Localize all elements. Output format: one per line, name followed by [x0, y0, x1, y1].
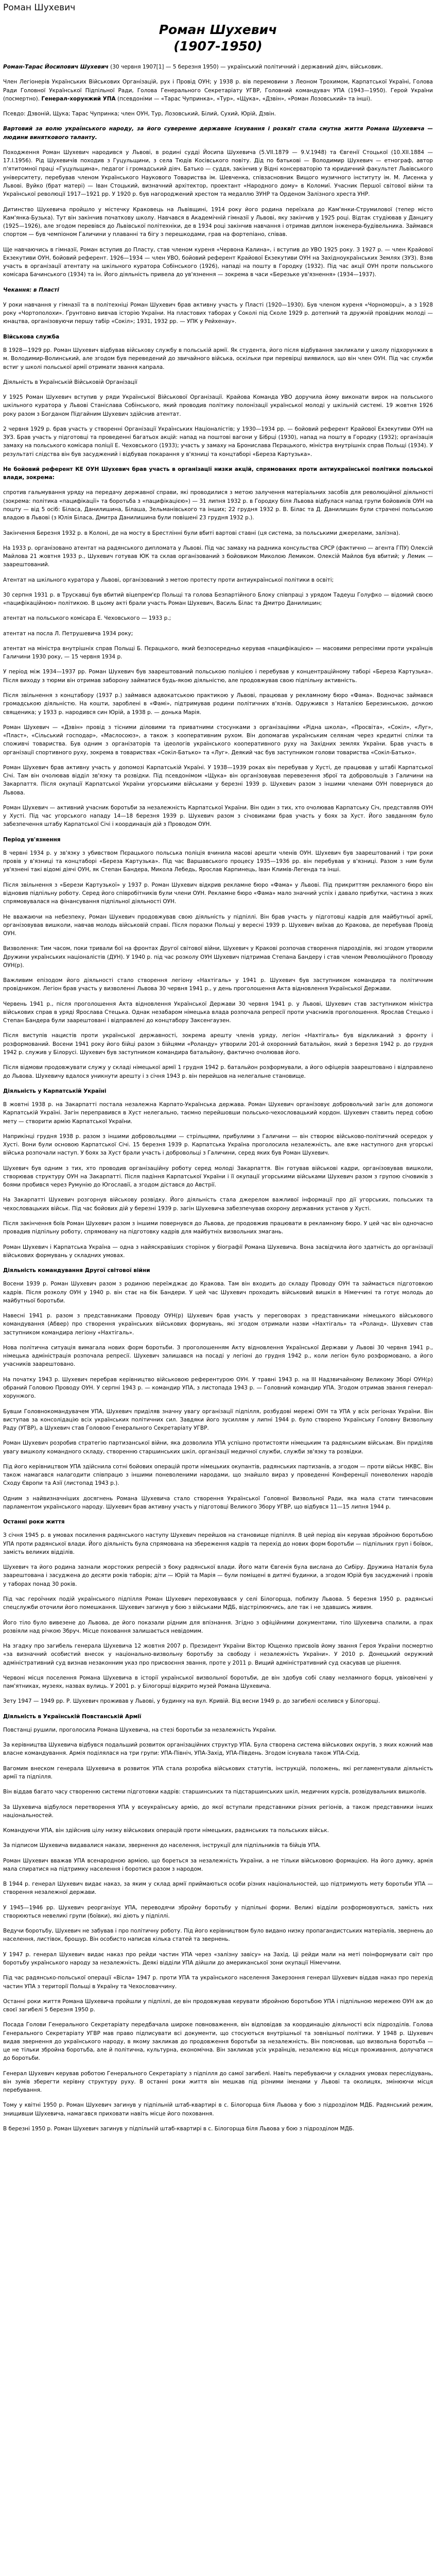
article-title [3, 22, 433, 55]
paragraph [3, 1697, 433, 1705]
paragraph [3, 1031, 433, 1057]
text-run: Червень 1941 р., після проголошення Акта відновлення Української Держави 30 червня 1941 р. у Львові, Шухевич став заступником міністра військових справ в уряді Ярослава Стецька. Однак незабаром німецька влада розпочала репресії проти учасників проголошення. Ярослав Стецько і Степан Бандера були заарештовані і відправлені до концтабору Заксенгаузен. [3, 1001, 433, 1024]
paragraph [3, 645, 433, 662]
paragraph [3, 1595, 433, 1612]
text-run: атентат на посла Л. Петрушевича 1934 року; [3, 630, 133, 637]
paragraph [3, 1344, 433, 1369]
article-body [3, 63, 433, 2133]
title-years: (1907-1950) [173, 39, 263, 54]
text-run: У роки навчання у гімназії та в політехніці Роман Шухевич брав активну участь у Пласті (1920—1930). Був членом куреня «Чорноморці», а з 1928 року «Чортополохи». Ґрунтовно вивчав історію України. На пластових таборах у Соколі під Сколе 1929 р. дотепний та дружній провідник молоді — юнацтва, організовуючи першу табір «Сокіл»; 1931, 1932 рр. — УПК у Рейхенау». [3, 301, 433, 325]
paragraph [3, 1219, 433, 1236]
paragraph [3, 1927, 433, 1944]
paragraph [3, 206, 433, 239]
section-heading [3, 1713, 433, 1721]
text-run: Роман Шухевич брав активну участь у допомозі Карпатській Україні. У 1938—1939 роках він перебував у Хусті, де працював у штабі Карпатської Січі. Там він очолював відділ зв'язку та розвідки. Під псевдонімом «Щука» він організовував перевезення зброї та добровольців з Галичини на Закарпаття. Після окупації Карпатської України угорськими військами у березні 1939 р. Шухевич разом з іншими членами ОУН повернувся до Львова. [3, 764, 433, 796]
text-run: Важливим епізодом його діяльності стало створення легіону «Нахтігаль» у 1941 р. Шухевич був заступником командира та політичним провідником. Легіон брав участь у визволенні Львова 30 червня 1941 р., у день проголошення Акта відновлення Української Держави. [3, 977, 433, 992]
text-run: Ведучи боротьбу, Шухевич не забував і про політичну роботу. Під його керівництвом було видано низку пропагандистських матеріалів, звернень до населення, листівок, брошур. Він особисто написав кілька статей та звернень. [3, 1928, 433, 1943]
paragraph [3, 1243, 433, 1260]
text-run: Після виступів нацистів проти української державності, зокрема арешту членів уряду, легіон «Нахтігаль» був відкликаний з фронту і розформований. Восени 1941 року його бійці разом з бійцями «Роланду» утворили 201-й охоронний батальйон, який з березня 1942 р. до грудня 1942 р. служив у Білорусі. Шухевич був заступником командира батальйону, фактично очолював його. [3, 1032, 433, 1056]
text-run: На початку 1943 р. Шухевич перебрав керівництво військовою референтурою ОУН. У травні 1943 р. на III Надзвичайному Великому Зборі ОУН(р) обраний Головою Проводу ОУН. У серпні 1943 р. — командир УПА, з листопада 1943 р. — Головний командир УПА. Згодом отримав звання генерал-хорунжого. [3, 1376, 433, 1400]
paragraph [3, 691, 433, 717]
page-header-title: Роман Шухевич [3, 3, 76, 13]
paragraph [3, 804, 433, 829]
text-run: Останні роки життя Романа Шухевича пройшли у підпіллі, де він продовжував керувати збройною боротьбою УПА і підпільною мережею ОУН аж до своєї загибелі 5 березня 1950 р. [3, 1998, 433, 2013]
paragraph [3, 393, 433, 418]
text-run: Діяльність у Карпатській Україні [3, 1088, 107, 1094]
text-run: Червоні місця поселення Романа Шухевича в історії української визвольної боротьби, де він здобув собі славу незламного борця, увіковічені у пам'ятниках, музеях, назвах вулиць. У 2001 р. у Білогорщі відкрито музей Романа Шухевича. [3, 1674, 433, 1690]
text-run: Восени 1939 р. Роман Шухевич разом з родиною переїжджає до Кракова. Там він входить до складу Проводу ОУН та займається підготовкою кадрів. Після розколу ОУН у 1940 р. він стає на бік Бандери. У цей час Шухевич проходить військовий вишкіл в Німеччині та готує молодь до майбутньої боротьби. [3, 1281, 433, 1304]
text-run: Не бойовий референт КЕ ОУН Шухевич брав участь в організації низки акцій, спрямованих проти антиукраїнської політики польської влади, зокрема: [3, 466, 433, 481]
paragraph [3, 630, 433, 638]
text-run: Роман Шухевич — «Дзвін» провід з тісними діловими та приватними стосунками з організаціями «Рідна школа», «Просвіта», «Сокіл», «Луг», «Пласт», «Сільський господар», «Маслосоюз», а також з кооперативним рухом. Він допомагав українським селянам через кредитні спілки та споживчі товариства. Був одним з організаторів та ідеологів українського кооперативного руху на Західних землях України. Брав участь в організації спортивного руху, зокрема в товариствах «Сокіл-Батько» та «Луг». Деякий час був заступником голови товариства «Сокіл-Батько». [3, 724, 433, 756]
paragraph [3, 1408, 433, 1433]
paragraph [3, 2021, 433, 2062]
text-run: Тому у квітні 1950 р. Роман Шухевич загинув у підпільній штаб-квартирі в с. Білогорща біля Львова у бою з підрозділом МДБ. Радянський режим, знищивши Шухевича, намагався приховати навіть місце його поховання. [3, 2102, 433, 2117]
paragraph [3, 881, 433, 906]
paragraph [3, 1619, 433, 1636]
text-run: Повстанці рушили, проголосила Романа Шухевича, на стезі боротьби за незалежність України. [3, 1726, 276, 1733]
text-run: (псевдоніми — «Тарас Чупринка», «Тур», «Щука», «Дзвін», «Роман Лозовський» та інші). [115, 95, 372, 102]
paragraph [3, 1463, 433, 1488]
text-run: (30 червня 1907[1] — 5 березня 1950) — український політичний і державний діяч, військовик. [108, 64, 383, 71]
paragraph [3, 944, 433, 970]
text-run: Одним з найвизначніших досягнень Романа Шухевича стало створення Української Головної Визвольної Ради, яка мала стати тимчасовим парламентом українського народу. Шухевич брав активну участь у підготовці Великого Збору УГВР, що відбувся 11—15 липня 1944 р. [3, 1495, 433, 1510]
text-run: В 1944 р. генерал Шухевич видає наказ, за яким у склад армії приймаються особи різних національностей, що підтримують мету боротьби УПА — створення незалежної держави. [3, 1881, 433, 1896]
paragraph [3, 425, 433, 459]
text-run: Не вважаючи на небезпеку, Роман Шухевич продовжував свою діяльність у підпіллі. Він брав участь у підготовці кадрів для майбутньої армії, організовував вишколи, навчав молодь військовій справі. Після поразки Польщі у вересні 1939 р. Шухевич виїхав до Кракова, де перебував Провід ОУН. [3, 913, 433, 937]
text-run: Діяльність в Українській Повстанській Армії [3, 1713, 142, 1720]
paragraph [3, 1196, 433, 1213]
section-heading [3, 1087, 433, 1095]
section-heading [3, 836, 433, 844]
paragraph [3, 591, 433, 608]
text-run: Після звільнення з концтабору (1937 р.) займався адвокатською практикою у Львові, працював у рекламному бюро «Фама». Водночас займався громадською діяльністю. На кошти, зароблені в «Фамі», підтримував родини політичних в'язнів. Одружився з Наталією Березинською, дочкою священика; у 1933 р. народився син Юрій, а 1938 р. — донька Марія. [3, 692, 433, 716]
paragraph [3, 723, 433, 757]
paragraph [3, 1674, 433, 1691]
text-run: Походження Роман Шухевич народився у Львові, в родині судді Йосипа Шухевича (5.VII.1879 — 9.V.1948) та Євгенії Стоцької (10.XII.1884 — 17.I.1956). Рід Шухевичів походив з Гуцульщини, з села Тюдів Косівського повіту. Дід по батькові — Володимир Шухевич — етнограф, автор п'ятитомної праці «Гуцульщина», педагог і громадський діяч. Батько — суддя, закінчив у Відні консерваторію та юридичний факультет Львівського університету, перебував членом Українського Наукового Товариства ім. Шевченка, співзасновник Вищого музичного інституту ім. М. Лисенка у Львові. Вуйко (брат матері) — Іван Стоцький, визначний архітектор, проектант «Народного дому» в Коломиї. Учасник Першої світової війни та Української революції 1917—1921 рр. У 1920 р. був нагороджений хрестом та медаллю ЗУНР та Орденом Залізного хреста УНР. [3, 149, 433, 198]
paragraph [3, 1100, 433, 1126]
section-heading [3, 1266, 433, 1275]
text-run: Генерал Шухевич керував роботою Генерального Секретаріату з підпілля до самої загибелі. Навіть перебуваючи у складних умовах переслідувань, він зумів зберегти керівну структуру руху. В останні роки життя він мешкав під різними іменами у Львові та околицях, змінюючи місця перебування. [3, 2070, 433, 2094]
paragraph [3, 346, 433, 371]
paragraph [3, 1000, 433, 1025]
paragraph [3, 668, 433, 685]
text-run: Діяльність командування Другої світової війни [3, 1267, 150, 1274]
title-name: Роман Шухевич [159, 22, 277, 38]
paragraph [3, 849, 433, 874]
text-run: Шухевич та його родина зазнали жорстоких репресій з боку радянської влади. Його мати Євгенія була вислана до Сибіру. Дружина Наталія була заарештована і засуджена до десяти років таборів; діти — Юрій та Марія — були поміщені в дитячі будинки, а згодом Юрій був засуджений і провів у таборах понад 30 років. [3, 1564, 433, 1587]
text-run: Шухевич був одним з тих, хто проводив організаційну роботу серед молоді Закарпаття. Він готував військові кадри, організовував вишколи, створював структуру ОУН на Закарпатті. Після падіння Карпатської України і її окупації угорськими військами Шухевич разом з групою січовиків з боями пробився через Румунію до Югославії, а згодом дістався до Австрії. [3, 1165, 433, 1189]
text-run: 30 серпня 1931 р. в Трускавці був вбитий віцепрем'єр Польщі та голова Безпартійного Блоку співпраці з урядом Тадеуш Голуфко — відомий своєю «пацифікаційною» політикою. В цьому акті брали участь Роман Шухевич, Василь Білас та Дмитро Данилишин; [3, 591, 433, 607]
text-run: У 1925 Роман Шухевич вступив у ряди Української Військової Організації. Крайова Команда УВО доручила йому виконати вирок на польського шкільного куратора у Львові Станіслава Собінського, який проводив політику полонізації української молоді у шкільній системі. 19 жовтня 1926 року разом з Богданом Підгайним Шухевич здійснив атентат. [3, 394, 433, 417]
text-run: Визволення: Тим часом, поки тривали бої на фронтах Другої світової війни, Шухевич у Кракові розпочав створення підрозділів, які згодом утворили Дружини українських націоналістів (ДУН). У 1940 р. під час розколу ОУН Шухевич підтримав Степана Бандеру і став членом Революційного Проводу ОУН(р). [3, 945, 433, 969]
text-run: Під його керівництвом УПА здійснила сотні бойових операцій проти німецьких окупантів, радянських партизанів, а згодом — проти військ НКВС. Він також намагався налагодити співпрацю з іншими поневоленими народами, що знайшло вираз у проведенні Конференції поневолених народів Сходу Європи та Азії (листопад 1943 р.). [3, 1463, 433, 1487]
text-run: 2 червня 1929 р. брав участь у створенні Організації Українських Націоналістів; у 1930—1934 рр. — бойовий референт Крайової Екзекутиви ОУН на ЗУЗ. Брав участь у підготовці та проведенні багатьох акцій: напад на поштові вагони у Бібрці (1930), напад на пошту в Городку (1932); організація замаху на польського комісара поліції Е. Чеховського (1933); участь у замаху на Бронислава Пєрацького, міністра внутрішніх справ Польщі (1934). У результаті слідства він був засуджений і відбував покарання у в'язниці та концтаборі «Береза Картузька». [3, 426, 433, 457]
text-run: За Шухевича відбулося перетворення УПА у всеукраїнську армію, до якої вступали представники різних регіонів, а також представники інших національностей. [3, 1804, 433, 1819]
paragraph [3, 529, 433, 537]
text-run: Зету 1947 — 1949 рр. Р. Шухевич проживав у Львові, у будинку на вул. Кривій. Від весни 1949 р. до загибелі оселився у Білогорщі. [3, 1698, 380, 1705]
text-run: спротив гальмування уряду на передачу державної справи, які проводилися з метою залучення матеріальних засобів для революційної діяльності (зокрема: політика «пацифікації» та боротьба з «пацифікацією») — 31 липня 1932 р. в Городку біля Львова відбулася напад групи бойовиків ОУН на пошту — від 5 осіб: Біласа, Данилишина, Білаша, Зельманівського та інших; 22 грудня 1932 р. В. Білас та Д. Данилишин були страчені польською владою в Львові (з Юлія Біласа, Дмитра Данилишина були повішені 23 грудня 1932 р.). [3, 489, 433, 521]
paragraph [3, 1280, 433, 1305]
paragraph [3, 2101, 433, 2118]
text-run: З січня 1945 р. в умовах посилення радянського наступу Шухевич перейшов на становище підпілля. В цей період він керував збройною боротьбою УПА проти радянської влади. Його діяльність була спрямована на збереження кадрів та перехід до нових форм боротьби — підпільних груп і боївок, замість великих відділів. [3, 1532, 433, 1555]
text-run: На згадку про загибель генерала Шухевича 12 жовтня 2007 р. Президент України Віктор Ющенко присвоїв йому звання Героя України посмертно «за визначний особистий внесок у національно-визвольну боротьбу за свободу і незалежність України». У 2010 р. Донецький окружний адміністративний суд визнав незаконним указ про присвоєння звання, проте у 2011 р. Вищий адміністративний суд скасував це рішення. [3, 1643, 433, 1666]
paragraph [3, 1312, 433, 1337]
paragraph [3, 148, 433, 199]
paragraph [3, 246, 433, 279]
text-run: Під час героїчних подій українського підпілля Роман Шухевич переховувався у селі Білогорща, поблизу Львова. 5 березня 1950 р. радянські спецслужби оточили його помешкання. Шухевич загинув у бою з військами МДБ, відстрілюючись, але так і не здавшись живим. [3, 1596, 433, 1611]
text-run: Роман Шухевич — активний учасник боротьби за незалежність Карпатської України. Він один з тих, хто очолював Карпатську Січ, представляв ОУН у Хусті. Під час угорського нападу 14—18 березня 1939 р. Шухевич разом з січовиками брав участь у боях за Хуст. Його завданням було забезпечення штабу Карпатської Січі і координація дій з Проводом ОУН. [3, 804, 433, 828]
paragraph [3, 1997, 433, 2014]
paragraph [3, 1841, 433, 1850]
text-run: Роман Шухевич вважав УПА всенародною армією, що бореться за незалежність України, а не тільки військовою формацією. На його думку, армія мала спиратися на підтримку населення і боротися разом з народом. [3, 1857, 433, 1872]
text-run: В 1928—1929 рр. Роман Шухевич відбував військову службу в польській армії. Як студента, його після відбування закликали у школу підхорунжих в м. Володимир-Волинський, але згодом був переведений до звичайного війська, оскільки при перевірці виявилося, що він член ОУН. Під час служби встиг у школі польської армії отримати звання капрала. [3, 347, 433, 370]
paragraph [3, 1974, 433, 1991]
paragraph [3, 913, 433, 938]
paragraph [3, 1788, 433, 1796]
paragraph [3, 1439, 433, 1456]
paragraph [3, 125, 433, 142]
text-run: Чекання: в Пласті [3, 286, 59, 293]
article [0, 22, 436, 2145]
paragraph [3, 78, 433, 103]
text-run: Член Легіонерів Українських Військових Організацій, рух і Провід ОУН; у 1938 р. вів перемовини з Леоном Трохимом, Карпатської Україні, Голова Ради Головної Української Підпільної Ради, Голова Генерального Секретаріату УГВР, Головний командувач УПА (1943—1950). Герой України (посмертно). [3, 79, 433, 102]
paragraph [3, 378, 433, 386]
paragraph [3, 1826, 433, 1835]
paragraph [3, 2070, 433, 2095]
text-run: Останні роки життя [3, 1519, 65, 1526]
paragraph [3, 1951, 433, 1968]
paragraph [3, 488, 433, 522]
section-heading [3, 333, 433, 341]
text-run: Закінчення Березня 1932 р. в Колоні, де на мосту в Брестлінні були вбиті вартові ставні (ця система, за польськими джерелами, залізна). [3, 530, 400, 536]
text-run: Він віддав багато часу створенню системи підготовки кадрів: старшинських та підстаршинських шкіл, медичних курсів, розвідувальних вишколів. [3, 1789, 427, 1795]
paragraph [3, 301, 433, 326]
text-run: Військова служба [3, 333, 60, 340]
paragraph [3, 110, 433, 118]
paragraph [3, 63, 433, 71]
paragraph [3, 1765, 433, 1782]
text-run: Під час радянсько-польської операції «Вісла» 1947 р. проти УПА та українського населення Закерзоння генерал Шухевич віддав наказ про перехід частин УПА з території Польщі в Україну та Чехословаччину. [3, 1975, 433, 1990]
paragraph [3, 1642, 433, 1667]
text-run: Ще навчаючись в гімназії, Роман вступив до Пласту, став членом куреня «Червона Калина», і вступив до УВО 1925 року. З 1927 р. — член Крайової Екзекутиви ОУН, бойовий референт. 1926—1934 — член УВО, бойовий референт Крайової Екзекутиви ОУН на Західноукраїнських Землях (ЗУЗ). Взяв участь в організації атентату на шкільного куратора Собінського (1926), нападі на пошту в Городку (1932). Під час акції ОУН проти польського комісара Бачинського (1934) та ін. Його діяльність привела до ув'язнення — зокрема в часи «Березьке ув'язнення» (1934—1937). [3, 246, 433, 278]
text-run: Навесні 1941 р. разом з представниками Проводу ОУН(р) Шухевич брав участь у переговорах з представниками німецького військового командування (Абвер) про створення українських військових формувань, які згодом отримали назви «Нахтігаль» та «Роланд». Шухевич став заступником командира легіону «Нахтігаль». [3, 1313, 433, 1336]
text-run: У 1947 р. генерал Шухевич видає наказ про рейди частин УПА через «залізну завісу» на Захід. Ці рейди мали на меті поінформувати світ про боротьбу українського народу за незалежність. Деякі відділи УПА дійшли до американської зони окупації Німеччини. [3, 1951, 433, 1966]
page-header [0, 0, 436, 14]
paragraph [3, 764, 433, 797]
text-run: Посада Голови Генерального Секретаріату передбачала широке повноваження, він відповідав за координацію діяльності всіх підрозділів. Голова Генерального Секретаріату УГВР мав право підписувати всі документи, що стосуються внутрішньої та зовнішньої політики. У 1948 р. Шухевич видав звернення до українського народу, в якому закликав до продовження боротьби за незалежність. Він пояснював, що визвольна боротьба — це не тільки збройна боротьба, але й політична, культурна, економічна. Він закликав усіх українців, незалежно від місця проживання, долучатися до боротьби. [3, 2022, 433, 2062]
text-run: За керівництва Шухевича відбувся подальший розвиток організаційних структур УПА. Була створена система військових округів, з яких кожний мав власне командування. Армія поділялася на три групи: УПА-Північ, УПА-Захід, УПА-Південь. Згодом існувала також УПА-Схід. [3, 1742, 433, 1757]
paragraph [3, 1563, 433, 1588]
text-run: Вартовий за волю українського народу, за його суверенне державне існування і розквіт стала смутна життя Романа Шухевича — людини виняткового таланту. [3, 126, 433, 141]
text-run: Нова політична ситуація вимагала нових форм боротьби. З проголошенням Акту відновлення Української Держави у Львові 30 червня 1941 р., німецька адміністрація розпочала репресії. Шухевич залишався на посаді у легіоні до грудня 1942 р., коли легіон було розформовано, а його учасників заарештовано. [3, 1344, 433, 1368]
section-heading [3, 1518, 433, 1526]
text-run: В березні 1950 р. Роман Шухевич загинув у підпільній штаб-квартирі в с. Білогорща біля Львова у бою з підрозділом МДБ. [3, 2125, 355, 2132]
text-run: Його тіло було вивезене до Львова, де його показали рідним для впізнання. Згідно з офіційними документами, тіло Шухевича спалили, а прах розвіяли над річкою Збруч. Місце поховання залишається невідомим. [3, 1619, 433, 1634]
paragraph [3, 976, 433, 993]
text-run: Генерал-хорунжий УПА [41, 95, 116, 102]
paragraph [3, 465, 433, 482]
paragraph [3, 1904, 433, 1921]
paragraph [3, 1726, 433, 1734]
paragraph [3, 1164, 433, 1190]
text-run: На Закарпатті Шухевич розгорнув військову розвідку. Його діяльність стала джерелом важливої інформації про дії угорських, польських та чехословацьких військ. Під час бойових дій у березні 1939 р. загін Шухевича забезпечував охорону державних установ у Хусті. [3, 1197, 433, 1212]
text-run: На 1933 р. організовано атентат на радянського дипломата у Львові. Під час замаху на радника консульства СРСР (фактично — агента ГПУ) Олексій Майлова 21 жовтня 1933 р., Шухевич готував ЮК та склав організований з бойовиком Миколою Лемиком. Олексій Майлов був вбитий; у Лемик — заарештований. [3, 545, 433, 568]
paragraph [3, 1063, 433, 1080]
text-run: У 1945—1946 рр. Шухевич реорганізує УПА, переводячи збройну боротьбу у підпільні форми. Великі відділи розформовуються, замість них створюються невеликі групи (боївки), які діють у підпіллі. [3, 1904, 433, 1919]
text-run: Псевдо: Дзвоній, Щука; Тарас Чупринка; член ОУН, Тур, Лозовський, Білий, Сухий, Юрій, Дзвін. [3, 111, 276, 117]
text-run: Роман Шухевич і Карпатська Україна — одна з найяскравіших сторінок у біографії Романа Шухевича. Вона засвідчила його здатність до організації військових формувань у складних умовах. [3, 1244, 433, 1259]
paragraph [3, 1803, 433, 1820]
paragraph [3, 1132, 433, 1158]
text-run: Роман Шухевич розробив стратегію партизанської війни, яка дозволила УПА успішно протистояти німецьким та радянським військам. Він приділяв увагу вишколу командного складу, створенню старшинських шкіл, організації медичної служби, служби зв'язку та розвідки. [3, 1440, 433, 1455]
text-run: Атентат на шкільного куратора у Львові, організований з метою протесту проти антиукраїнської політики в освіті; [3, 577, 334, 583]
paragraph [3, 1880, 433, 1897]
text-run: В жовтні 1938 р. на Закарпатті постала незалежна Карпато-Українська держава. Роман Шухевич організовує добровольчий загін для допомоги Карпатській Україні. Загін переправився в Хуст нелегально, таємно перейшовши польсько-чехословацький кордон. Шухевич ставить перед собою мету — створити армію Карпатської України. [3, 1101, 433, 1125]
text-run: Бувши Головнокомандувачем УПА, Шухевич приділяв значну увагу організації підпілля, розбудові мережі ОУН та УПА у всіх регіонах України. Він виступав за консолідацію всіх українських політичних сил. Завдяки його зусиллям у липні 1944 р. було створено Українську Головну Визвольну Раду (УГВР), а Шухевич став Головою Генерального Секретаріату УГВР. [3, 1408, 433, 1432]
text-run: атентат на польського комісара Е. Чеховського — 1933 р.; [3, 615, 171, 622]
paragraph [3, 1376, 433, 1401]
paragraph [3, 1531, 433, 1556]
text-run: Вагомим внеском генерала Шухевича в розвиток УПА стала розробка військових статутів, інструкцій, положень, які регламентували діяльність армії та підпілля. [3, 1765, 433, 1780]
text-run: У період між 1934—1937 рр. Роман Шухевич був заарештований польською поліцією і перебував у концентраційному таборі «Береза Картузька». Після виходу з тюрми він отримав заборону займатися будь-якою діяльністю, але продовжував свою підпільну активність. [3, 669, 433, 684]
paragraph [3, 544, 433, 569]
text-run: Після відмови продовжувати служу у складі німецької армії 1 грудня 1942 р. батальйон розформували, а його офіцерів заарештовано і відправлено до Львова. Шухевичу вдалося уникнути арешту і з січня 1943 р. він перейшов на нелегальне становище. [3, 1064, 433, 1079]
paragraph [3, 2125, 433, 2133]
paragraph [3, 1857, 433, 1874]
text-run: Роман-Тарас Йосипович Шухевич [3, 64, 109, 71]
paragraph [3, 614, 433, 622]
text-run: Наприкінці грудня 1938 р. разом з іншими добровольцями — стрільцями, прибулими з Галичини — він створює військово-політичний осередок у Хусті. Вони були основою Карпатської Січі. 15 березня 1939 р. Карпатська Україна проголосила незалежність, але вже наступного дня угорські війська розпочали наступ. У боях за Хуст брали участь і добровольці з Галичини, серед яких був Роман Шухевич. [3, 1133, 433, 1157]
text-run: атентат на міністра внутрішніх справ Польщі Б. Пєрацького, який безпосередньо керував «пацифікацією» — масовими репресіями проти українців Галичини 1930 року, — 15 червня 1934 р. [3, 645, 433, 660]
paragraph [3, 1495, 433, 1512]
text-run: Після звільнення з «Берези Картузької» у 1937 р. Роман Шухевич відкрив рекламне бюро «Фама» у Львові. Під прикриттям рекламного бюро він відновив підпільну роботу. Серед його співробітників були члени ОУН. Рекламне бюро «Фама» мало значний успіх і давало прибутки, частина з яких спрямовувалася на фінансування підпільної діяльності ОУН. [3, 882, 433, 905]
paragraph [3, 286, 433, 294]
text-run: Після закінчення боїв Роман Шухевич разом з іншими повернувся до Львова, де продовжив працювати в рекламному бюро. У цей час він одночасно провадив підпільну роботу, спрямовану на підготовку кадрів для майбутніх визвольних змагань. [3, 1220, 433, 1235]
text-run: За підписом Шухевича видавалися накази, звернення до населення, інструкції для підпільників та бійців УПА. [3, 1842, 321, 1849]
paragraph [3, 1741, 433, 1758]
text-run: Діяльність в Українській Військовій Організації [3, 379, 137, 385]
text-run: Період ув'язнення [3, 836, 61, 843]
text-run: В червні 1934 р. у зв'язку з убивством Пєрацького польська поліція вчинила масові арешти членів ОУН. Шухевич був заарештований і три роки провів у в'язниці та концтаборі «Береза Картузька». Під час Варшавського процесу 1935—1936 рр. він перебував у в'язниці. Разом з ним були ув'язнені такі відомі діячі ОУН, як Степан Бандера, Микола Лебедь, Ярослав Карпинець, Іван Климів-Легенда та інші. [3, 850, 433, 873]
paragraph [3, 576, 433, 584]
text-run: Командуючи УПА, він здійснив цілу низку військових операцій проти німецьких, радянських та польських військ. [3, 1827, 329, 1834]
text-run: Дитинство Шухевича пройшло у містечку Краковець на Львівщині, 1914 року його родина переїхала до Кам'янки-Струмилової (тепер місто Кам'янка-Бузька). Тут він закінчив початкову школу. Навчався в Академічній гімназії у Львові, яку закінчив у 1925 році. Відтак студіював у Данцигу (1925—1926), але згодом перевівся до Львівської політехніки, де в 1934 році закінчив навчання і отримав диплом інженера-будівельника. Займався спортом — був чемпіоном Галичини у плаванні та бігу з перешкодами, грав на фортепіано, співав. [3, 206, 433, 238]
